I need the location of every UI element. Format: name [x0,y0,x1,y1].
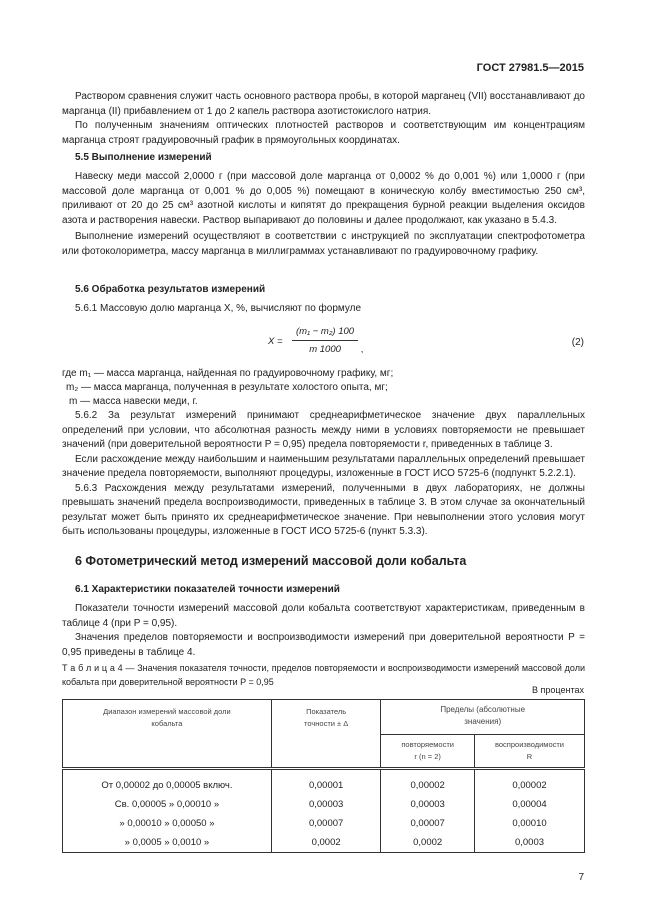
page-number: 7 [578,872,584,883]
section-heading-6-1: 6.1 Характеристики показателей точности измерений [75,584,340,595]
header-reproducibility: воспроизводимости R [474,735,584,769]
paragraph-5-6-1 [62,302,585,317]
header-repeatability: повторяемости r (n = 2) [381,735,475,769]
text-block-2 [62,170,585,259]
section-heading-6: 6 Фотометрический метод измерений массовой доли кобальта [75,554,467,568]
table-cell: » 0,0005 » 0,0010 » [63,833,272,853]
paragraph: 5.6.1 Массовую долю марганца X, %, вычисляют по формуле [75,303,362,314]
table-cell: 0,00007 [271,814,380,833]
table-cell: 0,00003 [381,795,475,814]
formula-tail: , [360,344,364,355]
table-units: В процентах [532,685,584,695]
paragraph: Навеску меди массой 2,0000 г (при массовой доле марганца от 0,0002 % до 0,001 %) или 1,0000 г (при массовой доле марганца от 0,001 % до 0,005 %) помещают в коническую колбу вместимостью 250 см³, приливают от 20 до 25 см³ азотной кислоты и кипятят до прекращения бурной реакции выделения оксидов азота и растворения навески. Раствор выпаривают до половины и далее продолжают, как указано в 5.4.3. [62,171,585,226]
formula-numerator: (m₁ − m₂) 100 [292,326,358,341]
table-cell: » 0,00010 » 0,00050 » [63,814,272,833]
header-accuracy: Показатель точности ± Δ [271,700,380,769]
table-row [63,795,585,814]
table-row [63,833,585,853]
header-limits: Пределы (абсолютные значения) [381,700,585,735]
legend-item: m₂ — масса марганца, полученная в результате холостого опыта, мг; [66,382,388,393]
table-cell: Св. 0,00005 » 0,00010 » [63,795,272,814]
table-cell: 0,00001 [271,769,380,796]
legend-item: m — масса навески меди, г. [69,396,198,407]
table-caption: Т а б л и ц а 4 — Значения показателя точности, пределов повторяемости и воспроизводимости измерений массовой доли кобальта при доверительной вероятности P = 0,95 [62,663,585,687]
formula-legend [62,367,585,409]
header-range: Диапазон измерений массовой доли кобальта [63,700,272,769]
paragraph: Значения пределов повторяемости и воспроизводимости измерений при доверительной вероятности P = 0,95 приведены в таблице 4. [62,632,585,658]
table-row [63,769,585,796]
equation-number: (2) [571,337,584,348]
table-cell: 0,00003 [271,795,380,814]
paragraph: 5.6.3 Расхождения между результатами измерений, полученными в двух лабораториях, не должны превышать значений предела воспроизводимости, приведенных в таблице 3. В этом случае за окончательный результат может быть принято их среднеарифметическое значение. При невыполнении этого условия могут быть использованы процедуры, изложенные в ГОСТ ИСО 5725-6 (пункт 5.3.3). [62,482,585,537]
section-heading-5-6: 5.6 Обработка результатов измерений [75,284,266,295]
table-cell: 0,0002 [381,833,475,853]
table-cell: 0,00007 [381,814,475,833]
formula-denominator: m 1000 [309,344,341,355]
formula [270,326,363,355]
text-block-4 [62,602,585,660]
table-cell: 0,00002 [381,769,475,796]
table-cell: 0,00002 [474,769,584,796]
paragraph: Выполнение измерений осуществляют в соответствии с инструкцией по эксплуатации спектрофотометра или фотоколориметра, массу марганца в миллиграммах устанавливают по градуировочному графику. [62,231,585,257]
table-cell: 0,00004 [474,795,584,814]
paragraph: 5.6.2 За результат измерений принимают среднеарифметическое значение двух параллельных определений при условии, что абсолютная разность между ними в условиях повторяемости не превышает значений (при доверительной вероятности P = 0,95) предела повторяемости r, приведенных в таблице 3. [62,410,585,450]
formula-lhs: X = [268,336,283,347]
paragraph: Если расхождение между наибольшим и наименьшим результатами параллельных определений превышает значение предела повторяемости, выполняют процедуры, изложенные в ГОСТ ИСО 5725-6 (подпункт 5.2.2.1). [62,453,585,479]
text-block-3 [62,409,585,540]
table-cell: От 0,00002 до 0,00005 включ. [63,769,272,796]
text-block-1 [62,90,585,148]
table-cell: 0,0002 [271,833,380,853]
table-cell: 0,00010 [474,814,584,833]
table-cell: 0,0003 [474,833,584,853]
table-row [63,814,585,833]
paragraph: По полученным значениям оптических плотностей растворов и соответствующим им концентрациям марганца строят градуировочный график в прямоугольных координатах. [62,120,585,146]
data-table [62,699,585,853]
paragraph: Раствором сравнения служит часть основного раствора пробы, в которой марганец (VII) восстанавливают до марганца (II) прибавлением от 1 до 2 капель раствора азотистокислого натрия. [62,91,585,117]
document-header: ГОСТ 27981.5—2015 [476,62,584,74]
section-heading-5-5: 5.5 Выполнение измерений [75,152,212,163]
legend-item: где m₁ — масса марганца, найденная по градуировочному графику, мг; [62,368,394,379]
paragraph: Показатели точности измерений массовой доли кобальта соответствуют характеристикам, приведенным в таблице 4 (при P = 0,95). [62,603,585,629]
